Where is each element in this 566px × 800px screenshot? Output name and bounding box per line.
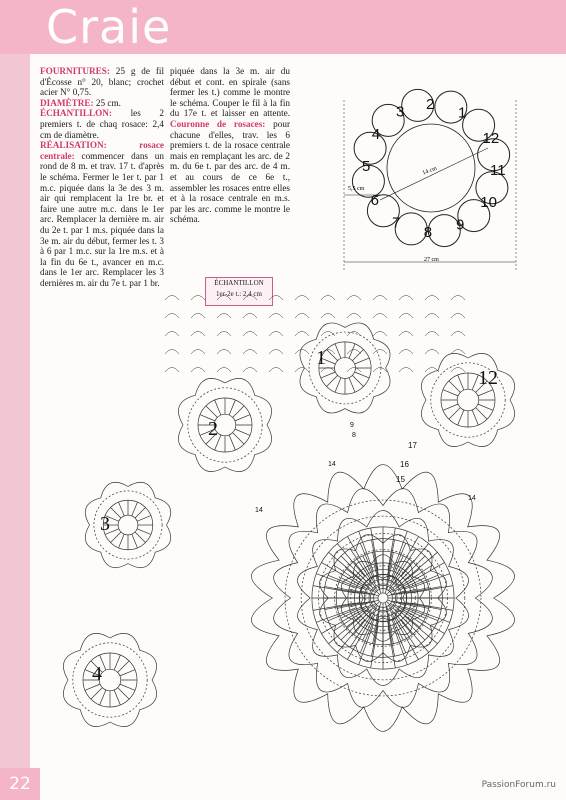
connecting-mesh <box>165 296 465 373</box>
schematic-number-9: 9 <box>456 216 465 234</box>
rosace-12 <box>421 353 514 446</box>
round-label-8: 8 <box>352 432 356 439</box>
assembly-schematic <box>344 89 516 270</box>
diameter-text: 25 cm. <box>93 97 121 108</box>
schematic-outer-dimension: 27 cm <box>424 257 439 263</box>
watermark: PassionForum.ru <box>481 780 556 790</box>
schematic-number-6: 6 <box>370 192 379 209</box>
schematic-number-4: 4 <box>371 126 381 144</box>
rosace-4 <box>63 633 156 726</box>
materials-text: 25 g de fil d'Écosse n° 20, blanc; crochet acier N° 0,75. <box>40 66 164 98</box>
schematic-number-10: 10 <box>480 193 497 211</box>
schematic-number-2: 2 <box>426 96 435 113</box>
motif-label-3: 3 <box>100 513 110 535</box>
schematic-inner-dimension: 14 cm <box>421 165 438 177</box>
motif-label-4: 4 <box>92 663 102 685</box>
schematic-number-3: 3 <box>396 103 405 121</box>
rosace-3 <box>85 482 170 567</box>
round-label-9: 9 <box>350 422 354 429</box>
schematic-number-1: 1 <box>458 104 467 122</box>
motif-label-1: 1 <box>316 347 326 369</box>
page-title: Craie <box>46 0 172 54</box>
page-number: 22 <box>0 768 40 800</box>
materials-label: FOURNITURES: <box>40 66 110 76</box>
rosace-1 <box>300 323 390 413</box>
central-rosace <box>251 465 514 732</box>
method-text: commencer dans un rond de 8 m. et trav. 17 t. d'après le schéma. Fermer le 1er t. par 1 m.c. piquée dans la 3e des 3 m. air qui remplacent la 1re br. et faire une autre m.c. dans le 1er arc. Remplacer la dernière m. air du 2e t. par 1 m.s. piquée dans la 3e m. air du début, fermer les t. 3 à 6 par 1 m.c. sur la 1re m.s. et à la fin du 6e t., avancer en m.c. dans le 1er arc. Remplacer les 3 dernières m. air du 7e t. par 1 br. <box>40 150 164 288</box>
round-label-16: 16 <box>400 460 409 469</box>
schematic-number-5: 5 <box>362 157 371 175</box>
schematic-number-11: 11 <box>490 162 506 180</box>
method-continued-text: piquée dans la 3e m. air du début et cont. en spirale (sans fermer les t.) comme le montre le schéma. Couper le fil à la fin du 17e t. et laisser en attente. <box>170 66 290 119</box>
sample-value: 1er-2e t.: 2,4 cm <box>216 290 262 298</box>
ring-text: pour chacune d'elles, trav. les 6 premiers t. de la rosace centrale mais en remplaçant les arc. de 2 m. du 6e t. par des arc. de 4 m. et au cours de ce 6e t., assembler les rosaces entre elles et à la rosace centrale en m.s. par les arc. comme le montre le schéma. <box>170 118 291 225</box>
round-label-14b: 14 <box>255 507 263 514</box>
schematic-motif-dimension: 5,5 cm <box>348 186 365 192</box>
central-rosace-ring-5 <box>274 489 493 708</box>
gauge-label: ÉCHANTILLON: <box>40 108 112 119</box>
schematic-number-8: 8 <box>423 224 433 241</box>
stitch-chart <box>63 296 514 732</box>
diameter-label: DIAMÈTRE: <box>40 97 94 108</box>
gauge-text: les 2 premiers t. de chaq rosace: 2,4 cm de diamètre. <box>40 108 164 140</box>
method-label: RÉALISATION: rosace centrale: <box>40 140 164 161</box>
motif-ring <box>63 323 514 727</box>
schematic-number-7: 7 <box>392 214 401 232</box>
round-label-17: 17 <box>408 441 417 450</box>
rosace-2 <box>178 378 271 471</box>
schematic-number-12: 12 <box>482 130 500 147</box>
round-label-15: 15 <box>396 475 405 484</box>
round-label-14a: 14 <box>328 461 336 468</box>
ring-label: Couronne de rosaces: <box>170 118 266 129</box>
motif-label-2: 2 <box>208 418 218 440</box>
sample-title: ÉCHANTILLON <box>214 279 264 287</box>
motif-label-12: 12 <box>478 367 498 389</box>
round-label-14c: 14 <box>468 495 476 502</box>
